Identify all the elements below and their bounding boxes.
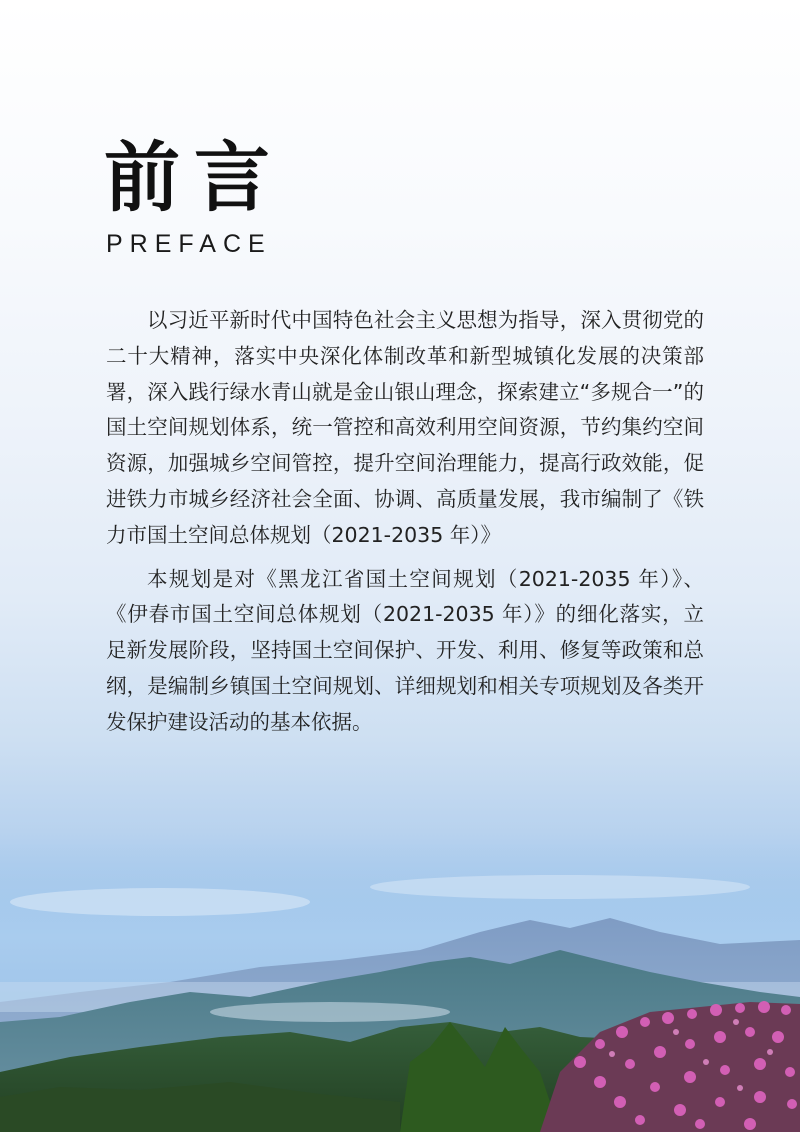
- page-subtitle: PREFACE: [106, 230, 272, 258]
- paragraph-2: 本规划是对《黑龙江省国土空间规划（2021-2035 年）》、《伊春市国土空间总体规划（2021-2035 年）》的细化落实，立足新发展阶段，坚持国土空间保护、开发、利用、修复等政策和总纲，是编制乡镇国土空间规划、详细规划和相关专项规划及各类开发保护建设活动的基本依据。: [106, 566, 704, 734]
- body-text: [106, 303, 704, 749]
- page-title: 前言: [104, 133, 284, 222]
- paragraph-1: 以习近平新时代中国特色社会主义思想为指导，深入贯彻党的二十大精神，落实中央深化体制改革和新型城镇化发展的决策部署，深入践行绿水青山就是金山银山理念，探索建立“多规合一”的国土空间规划体系，统一管控和高效利用空间资源，节约集约空间资源，加强城乡空间管控，提升空间治理能力，提高行政效能，促进铁力市城乡经济社会全面、协调、高质量发展，我市编制了《铁力市国土空间总体规划（2021-2035 年）》: [106, 308, 704, 547]
- landscape-image: [0, 832, 800, 1132]
